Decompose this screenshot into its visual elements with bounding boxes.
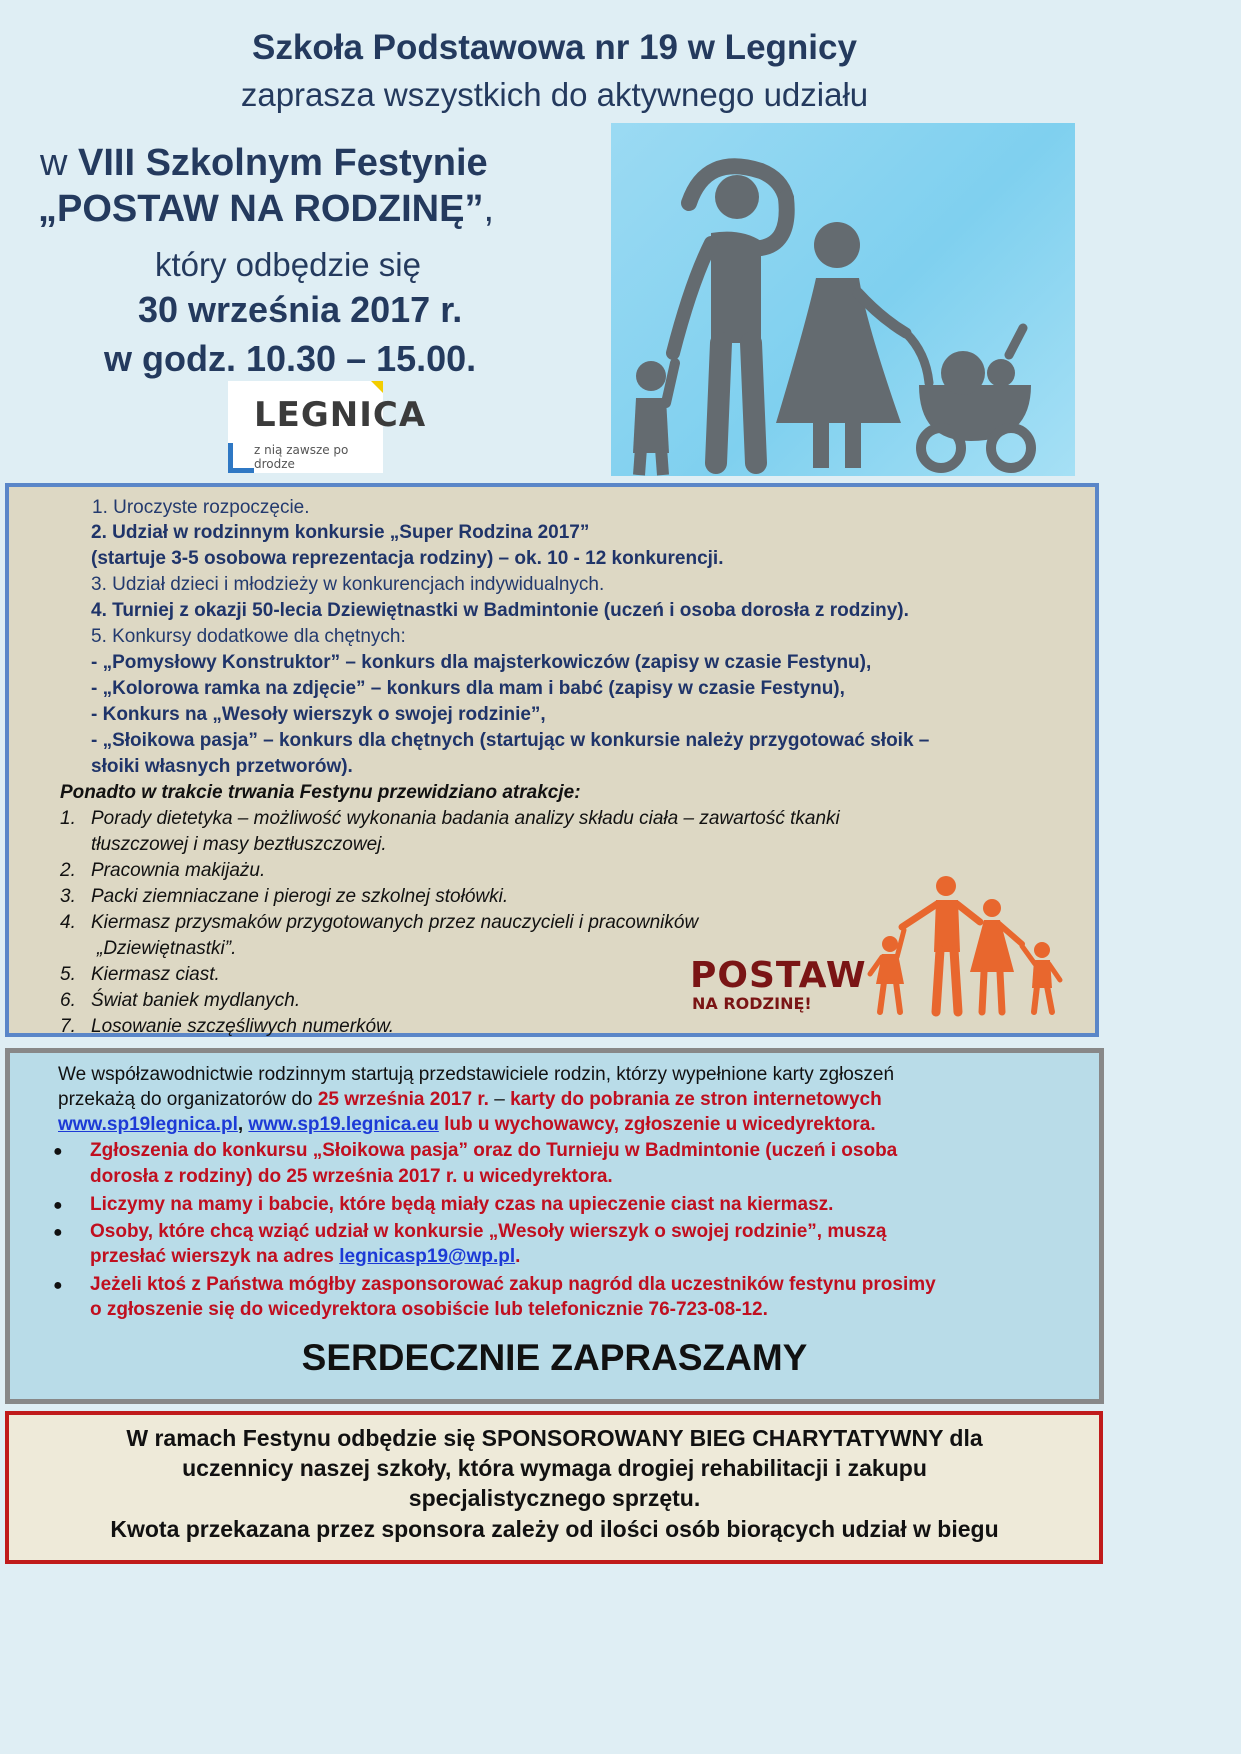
info-download-note: karty do pobrania ze stron internetowych [510,1089,882,1110]
link-sp19legnica-pl[interactable]: www.sp19legnica.pl [58,1114,238,1135]
attraction-2: Pracownia makijażu. [91,860,266,881]
info-contact-note: lub u wychowawcy, zgłoszenie u wicedyrektora. [438,1114,876,1135]
legnica-logo-text: LEGNICA [254,395,427,435]
program-item-4: 4. Turniej z okazji 50-lecia Dziewiętnastki w Badmintonie (uczeń i osoba dorosła z rodziny). [91,600,909,621]
attraction-num-4: 4. [60,912,76,933]
attraction-5: Kiermasz ciast. [91,964,220,985]
attraction-num-6: 6. [60,990,76,1011]
info-paragraph-line1: We współzawodnictwie rodzinnym startują przedstawiciele rodzin, którzy wypełnione karty zgłoszeń [58,1064,895,1085]
attraction-num-7: 7. [60,1016,76,1037]
info-deadline-intro: przekażą do organizatorów do [58,1089,318,1110]
attraction-num-2: 2. [60,860,76,881]
program-item-5d-cont: słoiki własnych przetworów). [91,756,353,777]
family-silhouette-icon [611,123,1075,476]
attraction-num-1: 1. [60,808,76,829]
bullet-3-end: . [515,1246,521,1267]
festival-name: „POSTAW NA RODZINĘ” [38,188,484,230]
festival-which: który odbędzie się [155,246,421,283]
festival-name-line [38,188,494,231]
charity-line4: Kwota przekazana przez sponsora zależy od ilości osób biorących udział w biegu [110,1516,999,1542]
bullet-3-text: przesłać wierszyk na adres [90,1246,340,1267]
charity-line2: uczennicy naszej szkoły, która wymaga drogiej rehabilitacji i zakupu [182,1455,927,1481]
postaw-na-rodzine-badge [690,955,867,1013]
bullet-icon: ● [53,1143,63,1160]
attraction-6: Świat baniek mydlanych. [91,990,301,1011]
legnica-logo [228,381,427,473]
attraction-4-cont: „Dziewiętnastki”. [97,938,237,959]
program-item-1: 1. Uroczyste rozpoczęcie. [92,497,310,518]
attractions-heading: Ponadto w trakcie trwania Festynu przewidziano atrakcje: [60,782,581,803]
bullet-1-line1: Zgłoszenia do konkursu „Słoikowa pasja” oraz do Turnieju w Badmintonie (uczeń i osoba [90,1140,898,1161]
info-deadline-date: 25 września 2017 r. [317,1089,489,1110]
info-dash: – [488,1089,511,1110]
festival-name-suffix: , [483,188,495,230]
charity-line1: W ramach Festynu odbędzie się SPONSOROWANY BIEG CHARYTATYWNY dla [126,1425,983,1451]
bullet-3-line2 [90,1246,520,1268]
program-item-5c: - Konkurs na „Wesoły wierszyk o swojej rodzinie”, [91,704,546,725]
attraction-7: Losowanie szczęśliwych numerków. [91,1016,395,1037]
title-invitation: zaprasza wszystkich do aktywnego udziału [240,76,869,113]
attraction-1: Porady dietetyka – możliwość wykonania badania analizy składu ciała – zawartość tkanki [91,808,840,829]
legnica-logo-tagline: z nią zawsze po drodze [254,443,349,471]
info-paragraph-line2 [58,1089,882,1111]
email-link[interactable]: legnicasp19@wp.pl [339,1246,516,1267]
program-item-5a: - „Pomysłowy Konstruktor” – konkurs dla majsterkowiczów (zapisy w czasie Festynu), [91,652,872,673]
festival-prefix: w [40,142,78,184]
festival-date: 30 września 2017 r. [138,289,463,330]
attraction-num-5: 5. [60,964,76,985]
attraction-num-3: 3. [60,886,76,907]
bullet-4-line2: o zgłoszenie się do wicedyrektora osobiście lub telefonicznie 76-723-08-12. [90,1299,768,1320]
orange-family-icon [862,872,1067,1022]
orange-family-illustration [862,872,1067,1022]
bullet-3-line1: Osoby, które chcą wziąć udział w konkursie „Wesoły wierszyk o swojej rodzinie”, muszą [90,1221,887,1242]
invitation-heading: SERDECZNIE ZAPRASZAMY [301,1337,808,1378]
bullet-icon: ● [53,1197,63,1214]
festival-title: VIII Szkolnym Festynie [78,142,488,184]
program-item-2: 2. Udział w rodzinnym konkursie „Super Rodzina 2017” [91,522,590,543]
postaw-badge-big: POSTAW [690,955,867,996]
bullet-1-line2: dorosła z rodziny) do 25 września 2017 r. u wicedyrektora. [90,1166,613,1187]
bullet-2: Liczymy na mamy i babcie, które będą miały czas na upieczenie ciast na kiermasz. [90,1194,834,1215]
title-school-name: Szkoła Podstawowa nr 19 w Legnicy [252,28,857,67]
charity-line3: specjalistycznego sprzętu. [408,1485,701,1511]
bullet-icon: ● [53,1224,63,1241]
program-item-5b: - „Kolorowa ramka na zdjęcie” – konkurs dla mam i babć (zapisy w czasie Festynu), [91,678,845,699]
festival-title-line [40,142,488,185]
program-item-5d: - „Słoikowa pasja” – konkurs dla chętnych (startując w konkursie należy przygotować słoik – [91,730,930,751]
bullet-4-line1: Jeżeli ktoś z Państwa mógłby zasponsorować zakup nagród dla uczestników festynu prosimy [90,1274,936,1295]
program-item-2-detail: (startuje 3-5 osobowa reprezentacja rodziny) – ok. 10 - 12 konkurencji. [91,548,724,569]
family-illustration [611,123,1075,476]
attraction-1-cont: tłuszczowej i masy beztłuszczowej. [91,834,387,855]
postaw-badge-small: NA RODZINĘ! [692,994,812,1013]
attraction-4: Kiermasz przysmaków przygotowanych przez nauczycieli i pracowników [91,912,699,933]
bullet-icon: ● [53,1277,63,1294]
link-sp19-legnica-eu[interactable]: www.sp19.legnica.eu [248,1114,439,1135]
info-paragraph-line3 [58,1114,876,1136]
link-separator: , [237,1114,249,1135]
program-item-5: 5. Konkursy dodatkowe dla chętnych: [91,626,406,647]
program-item-3: 3. Udział dzieci i młodzieży w konkurencjach indywidualnych. [91,574,605,595]
festival-hours: w godz. 10.30 – 15.00. [104,338,477,379]
attraction-3: Packi ziemniaczane i pierogi ze szkolnej stołówki. [91,886,509,907]
